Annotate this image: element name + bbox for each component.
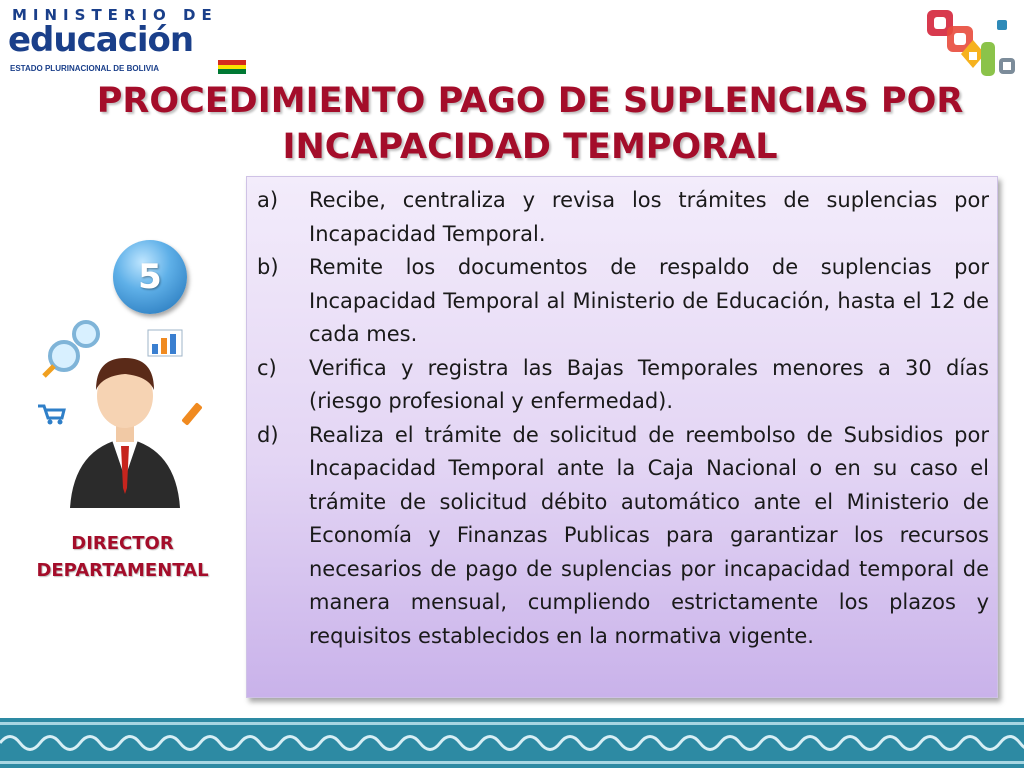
list-item-marker: d) xyxy=(257,422,279,447)
decorative-emblem-icon xyxy=(925,8,1020,80)
list-item-marker: a) xyxy=(257,188,279,212)
magnifier-icon xyxy=(44,322,98,376)
role-line-2: DEPARTAMENTAL xyxy=(36,560,209,581)
list-item-text: Verifica y registra las Bajas Temporales menores a 30 días (riesgo profesional y enfermedad). xyxy=(309,355,989,413)
decorative-footer-band xyxy=(0,718,1024,768)
person-icon xyxy=(70,358,180,508)
list-item-text: Realiza el trámite de solicitud de reembolso de Subsidios por Incapacidad Temporal ante la Caja Nacional o en su caso el trámite de solicitud débito automático ante el Ministerio de Economía y Finanzas Publicas para garantizar los recursos necesarios de pago de suplencias por incapacidad temporal de manera mensual, cumpliendo estrictamente los plazos y requisitos establecidos en la normativa vigente. xyxy=(309,422,989,648)
ministry-logo xyxy=(6,4,246,80)
list-item-marker: b) xyxy=(257,255,279,279)
step-number-badge: 5 xyxy=(113,240,187,314)
title-line-1: PROCEDIMIENTO PAGO DE SUPLENCIAS POR xyxy=(96,81,964,121)
role-line-1: DIRECTOR xyxy=(71,533,174,554)
logo-ministerio-text: MINISTERIO DE xyxy=(12,6,218,24)
list-item xyxy=(257,352,989,419)
list-item xyxy=(257,251,989,352)
role-label xyxy=(10,530,235,584)
director-avatar-illustration xyxy=(30,318,220,518)
list-item-text: Remite los documentos de respaldo de suplencias por Incapacidad Temporal al Ministerio de Educación, hasta el 12 de cada mes. xyxy=(309,255,989,346)
page-title xyxy=(40,78,1020,170)
bar-chart-icon xyxy=(148,330,182,356)
list-item xyxy=(257,184,989,251)
pencil-icon xyxy=(181,402,203,426)
logo-educacion-text: educación xyxy=(8,20,194,60)
logo-subtitle: ESTADO PLURINACIONAL DE BOLIVIA xyxy=(10,64,160,73)
cart-icon xyxy=(38,406,64,425)
list-item xyxy=(257,419,989,654)
title-line-2: INCAPACIDAD TEMPORAL xyxy=(282,127,778,167)
list-item-marker: c) xyxy=(257,355,277,380)
procedure-list xyxy=(257,184,989,653)
list-item-text: Recibe, centraliza y revisa los trámites de suplencias por Incapacidad Temporal. xyxy=(309,188,989,246)
bolivia-flag-icon xyxy=(218,60,246,74)
procedure-text-box xyxy=(246,176,998,698)
